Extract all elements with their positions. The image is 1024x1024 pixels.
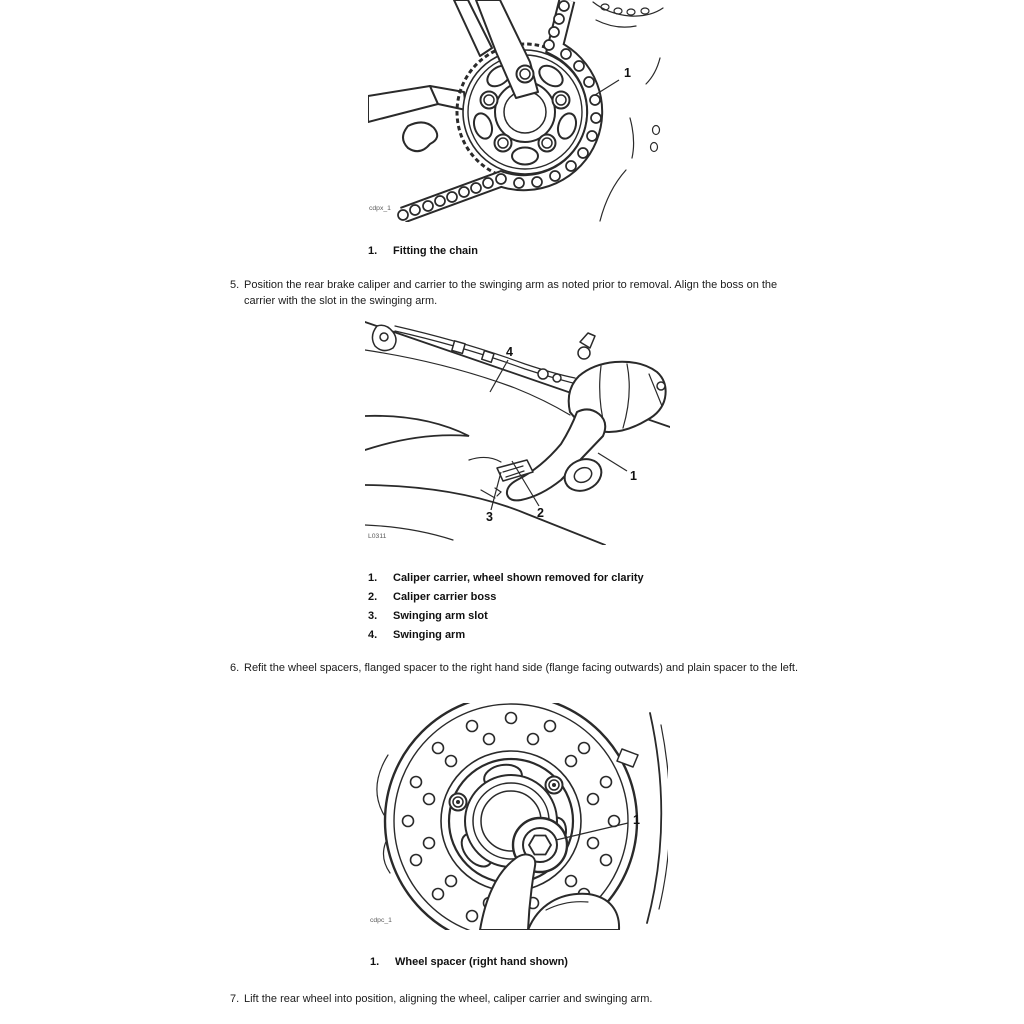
step-5 — [230, 277, 808, 309]
caption-text: Swinging arm slot — [393, 610, 488, 622]
figure2-caption-list — [368, 572, 644, 648]
step-number: 6. — [230, 662, 240, 674]
caption-number: 1. — [368, 245, 378, 257]
figure-fitting-the-chain — [368, 0, 668, 222]
caliper-carrier — [507, 409, 607, 500]
step-text: Refit the wheel spacers, flanged spacer to the right hand side (flange facing outwards) and plain spacer to the left. — [244, 662, 798, 674]
figure3-caption — [370, 956, 568, 969]
callout-1-label: 1 — [630, 469, 637, 483]
brake-hose — [395, 326, 575, 383]
step-number: 5. — [230, 279, 240, 291]
step-6 — [230, 660, 808, 676]
callout-3-label: 3 — [486, 510, 493, 524]
caption-text: Caliper carrier, wheel shown removed for clarity — [393, 572, 644, 584]
step-text: Position the rear brake caliper and carrier to the swinging arm as noted prior to removal. Align the boss on the carrier with the slot in the swinging arm. — [244, 279, 778, 307]
caption-number: 4. — [368, 629, 378, 641]
figure-code: L0311 — [368, 533, 387, 540]
caption-item — [368, 572, 644, 591]
caption-item — [368, 629, 644, 648]
callout-1-label: 1 — [624, 66, 631, 80]
callout-2-label: 2 — [537, 506, 544, 520]
figure1-caption — [368, 245, 478, 258]
figure-code: cdpc_1 — [370, 917, 392, 924]
caption-text: Swinging arm — [393, 629, 466, 641]
step-text: Lift the rear wheel into position, aligning the wheel, caliper carrier and swinging arm. — [244, 993, 653, 1005]
caption-number: 1. — [368, 572, 378, 584]
caption-item — [368, 610, 644, 629]
background-engine-lines — [593, 2, 663, 221]
caption-text: Caliper carrier boss — [393, 591, 497, 603]
callout-1-label: 1 — [633, 813, 640, 827]
step-number: 7. — [230, 993, 240, 1005]
caption-number: 1. — [370, 956, 380, 968]
figure-code: cdpx_1 — [369, 205, 391, 212]
figure-caliper-carrier — [365, 320, 670, 545]
swingarm-shape — [368, 86, 466, 151]
caption-text: Wheel spacer (right hand shown) — [395, 956, 568, 968]
step-7 — [230, 991, 815, 1007]
callout-4-label: 4 — [506, 345, 513, 359]
figure-wheel-spacer — [368, 703, 668, 930]
caption-number: 2. — [368, 591, 378, 603]
caption-item — [368, 591, 644, 610]
caption-number: 3. — [368, 610, 378, 622]
caption-text: Fitting the chain — [393, 245, 478, 257]
